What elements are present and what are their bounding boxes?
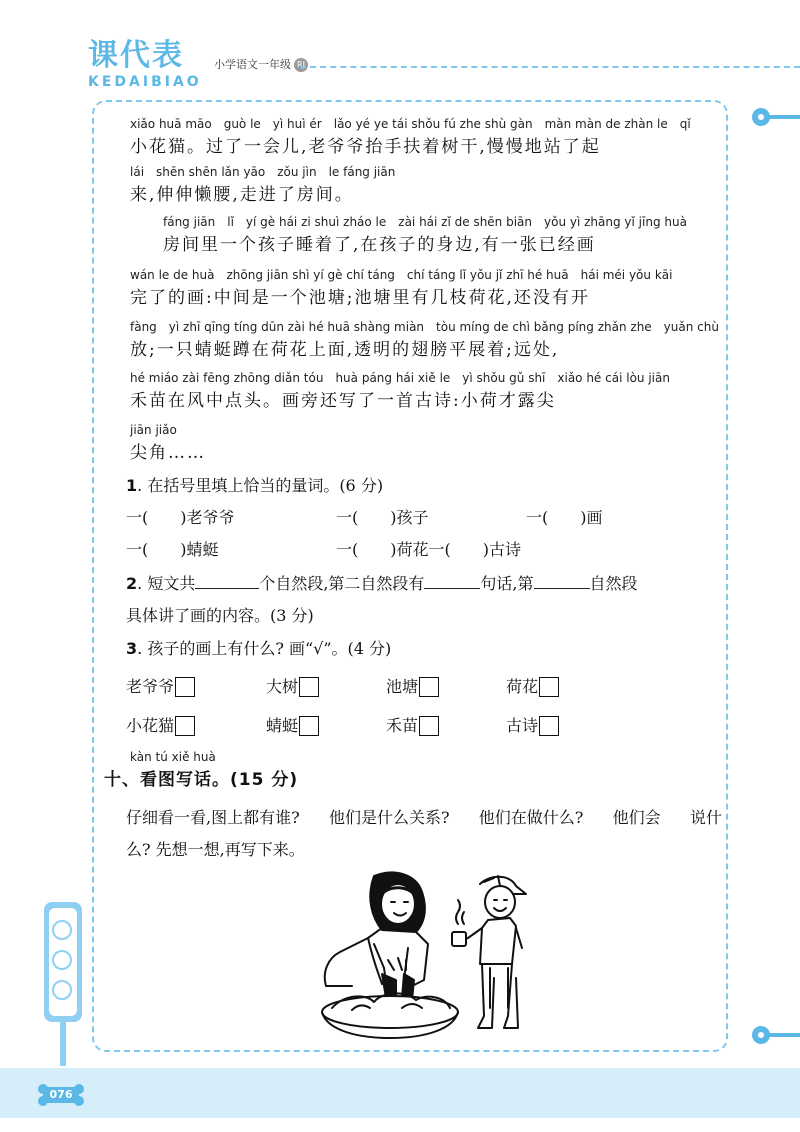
checkbox-option: [386, 713, 439, 739]
answer-checkbox[interactable]: [539, 677, 559, 697]
prompt-fragment: 仔细看一看,图上都有谁?: [126, 808, 300, 827]
checkbox-option: [266, 674, 319, 700]
option-label: 古诗: [506, 716, 539, 735]
measure-word-item[interactable]: 一( )孩子: [336, 508, 429, 527]
question-3: [126, 637, 726, 661]
option-label: 大树: [266, 677, 299, 696]
frame-tab-top: [752, 108, 800, 126]
pinyin-line: lái shēn shēn lǎn yāo zǒu jìn le fáng jiān: [130, 165, 396, 179]
brand-logo: [88, 40, 202, 90]
section-title: 十、看图写话。(15 分): [104, 770, 299, 790]
checkbox-option: [126, 713, 195, 739]
question-number: 3: [126, 639, 138, 658]
pinyin-line: hé miáo zài fēng zhōng diǎn tóu huà páng hái xiě le yì shǒu gǔ shī xiǎo hé cái lòu jiān: [130, 371, 670, 385]
prompt-line-1: [126, 802, 722, 834]
passage-line-6: [130, 371, 720, 413]
hanzi-line: 来,伸伸懒腰,走进了房间。: [130, 185, 354, 205]
checkbox-option: [506, 674, 559, 700]
passage-line-3: [163, 215, 720, 257]
hanzi-line: 尖角……: [130, 443, 206, 463]
option-label: 老爷爷: [126, 677, 175, 696]
checkbox-row-2: [126, 713, 726, 739]
brand-subtitle: KEDAIBIAO: [88, 74, 202, 90]
answer-checkbox[interactable]: [419, 716, 439, 736]
option-label: 小花猫: [126, 716, 175, 735]
question-text: 句话,第: [480, 574, 534, 593]
checkbox-row-1: [126, 674, 726, 700]
question-text: . 短文共: [137, 574, 196, 593]
frame-tab-bottom: [752, 1026, 800, 1044]
answer-blank[interactable]: [534, 572, 590, 589]
answer-blank[interactable]: [195, 572, 259, 589]
answer-checkbox[interactable]: [299, 677, 319, 697]
pinyin-line: wán le de huà zhōng jiān shì yí gè chí táng chí táng lǐ yǒu jǐ zhī hé huā hái méi yǒu kāi: [130, 268, 673, 282]
question-2-continued: 具体讲了画的内容。(3 分): [126, 606, 314, 625]
passage-line-7: [130, 423, 720, 465]
option-label: 池塘: [386, 677, 419, 696]
section-pinyin: kàn tú xiě huà: [130, 750, 216, 764]
passage-line-1: [130, 117, 720, 159]
checkbox-option: [266, 713, 319, 739]
question-text: 个自然段,第二自然段有: [259, 574, 425, 593]
hanzi-line: 小花猫。过了一会儿,老爷爷抬手扶着树干,慢慢地站了起: [130, 137, 601, 157]
book-grade: 小学语文一年级: [214, 58, 291, 71]
boy-figure: [452, 876, 526, 1028]
passage-line-4: [130, 268, 720, 310]
measure-word-item[interactable]: 一( )老爷爷: [126, 508, 235, 527]
passage-line-5: [130, 320, 720, 362]
option-label: 蜻蜓: [266, 716, 299, 735]
illustration-mother-son-washing: [312, 868, 538, 1040]
checkbox-option: [126, 674, 195, 700]
question-1: [126, 474, 726, 498]
question-2: [126, 572, 726, 596]
question-text: . 孩子的画上有什么? 画“√”。(4 分): [137, 639, 392, 658]
pinyin-line: fáng jiān lǐ yí gè hái zi shuì zháo le zài hái zǐ de shēn biān yǒu yì zhāng yǐ jīng huà: [163, 215, 687, 229]
answer-checkbox[interactable]: [419, 677, 439, 697]
question-number: 2: [126, 574, 138, 593]
prompt-fragment: 他们会: [612, 808, 661, 827]
prompt-fragment: 他们在做什么?: [478, 808, 584, 827]
page-number-badge: [36, 1084, 86, 1106]
question-text: . 在括号里填上恰当的量词。(6 分): [137, 476, 384, 495]
pinyin-line: xiǎo huā māo guò le yì huì ér lǎo yé ye tái shǒu fú zhe shù gàn màn màn de zhàn le qǐ: [130, 117, 691, 131]
option-label: 禾苗: [386, 716, 419, 735]
answer-checkbox[interactable]: [299, 716, 319, 736]
measure-word-item[interactable]: 一( )蜻蜓: [126, 540, 219, 559]
mother-figure: [325, 873, 428, 1000]
checkbox-option: [386, 674, 439, 700]
page-number: 076: [49, 1088, 73, 1101]
question-number: 1: [126, 476, 138, 495]
passage-line-2: [130, 165, 720, 207]
pinyin-line: jiān jiǎo: [130, 423, 177, 437]
option-label: 荷花: [506, 677, 539, 696]
prompt-line-2: 么? 先想一想,再写下来。: [126, 840, 305, 859]
hanzi-line: 禾苗在风中点头。画旁还写了一首古诗:小荷才露尖: [130, 391, 556, 411]
brand-title: 课代表: [88, 38, 184, 73]
question-text: 自然段: [589, 574, 638, 593]
wash-basin: [322, 993, 458, 1038]
prompt-fragment: 他们是什么关系?: [328, 808, 450, 827]
answer-checkbox[interactable]: [175, 677, 195, 697]
side-decoration-stem: [60, 1022, 66, 1066]
writing-prompt: [126, 802, 722, 866]
book-subtitle: [214, 56, 308, 72]
answer-checkbox[interactable]: [175, 716, 195, 736]
measure-word-item[interactable]: 一( )画: [526, 508, 603, 527]
edition-badge: RJ: [294, 58, 308, 72]
hanzi-line: 放;一只蜻蜓蹲在荷花上面,透明的翅膀平展着;远处,: [130, 340, 560, 360]
answer-blank[interactable]: [424, 572, 480, 589]
pinyin-line: fàng yì zhī qīng tíng dūn zài hé huā shàng miàn tòu míng de chì bǎng píng zhǎn zhe yuǎn chù: [130, 320, 719, 334]
answer-checkbox[interactable]: [539, 716, 559, 736]
checkbox-option: [506, 713, 559, 739]
footer-band: [0, 1068, 800, 1118]
hanzi-line: 房间里一个孩子睡着了,在孩子的身边,有一张已经画: [163, 235, 596, 255]
hanzi-line: 完了的画:中间是一个池塘;池塘里有几枝荷花,还没有开: [130, 288, 590, 308]
measure-word-item[interactable]: 一( )荷花一( )古诗: [336, 540, 521, 559]
header-divider: [300, 66, 800, 68]
side-decoration: [44, 902, 82, 1022]
prompt-fragment: 说什: [689, 808, 722, 827]
